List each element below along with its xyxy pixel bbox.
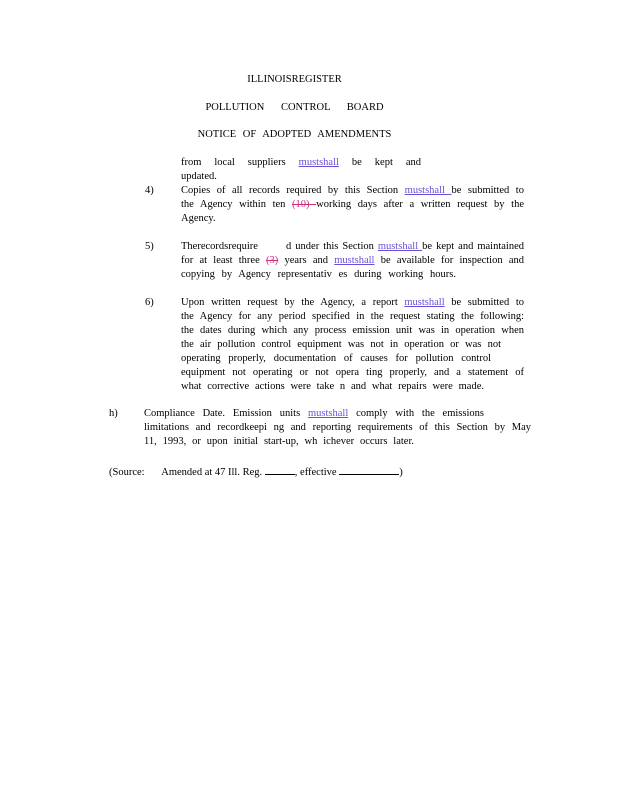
inserted-text: mustshall xyxy=(334,255,375,266)
text: be kept and maintained xyxy=(422,241,524,252)
text: comply with the emissions xyxy=(348,408,484,419)
line xyxy=(181,198,524,212)
item-4 xyxy=(181,184,524,226)
inserted-text: mustshall xyxy=(377,241,423,252)
line xyxy=(181,254,524,268)
item-number-5: 5) xyxy=(145,241,154,252)
text: the Agency within ten xyxy=(181,199,293,210)
text: Compliance Date. Emission units xyxy=(144,408,308,419)
line: the dates during which any process emission unit was in operation when xyxy=(181,325,524,336)
source-close: ) xyxy=(399,467,403,478)
text: Therecordsrequire d under this Section xyxy=(181,241,378,252)
line xyxy=(181,296,524,310)
text: be submitted to xyxy=(444,297,524,308)
inserted-text: mustshall xyxy=(404,185,452,196)
line: the air pollution control equipment was not in operation or was not xyxy=(181,339,501,350)
item-number-h: h) xyxy=(109,408,118,419)
inserted-text: mustshall xyxy=(298,157,339,168)
text: years and xyxy=(278,255,335,266)
line xyxy=(181,184,524,198)
text: working days after a written request by the xyxy=(316,199,524,210)
deleted-text: (3) xyxy=(265,255,279,266)
deleted-text: (10) xyxy=(292,199,317,210)
line: copying by Agency representativ es during working hours. xyxy=(181,269,456,280)
line: limitations and recordkeepi ng and reporting requirements of this Section by May xyxy=(144,422,531,433)
continuation-line xyxy=(181,156,421,184)
source-register: Amended at 47 Ill. Reg. xyxy=(161,467,263,478)
inserted-text: mustshall xyxy=(308,408,349,419)
item-number-4: 4) xyxy=(145,185,154,196)
line xyxy=(181,240,524,254)
text: be submitted to xyxy=(451,185,524,196)
line: Agency. xyxy=(181,213,216,224)
line xyxy=(144,407,484,421)
item-number-6: 6) xyxy=(145,297,154,308)
inserted-text: mustshall xyxy=(404,297,445,308)
text: be available for inspection and xyxy=(374,255,524,266)
register-page-blank xyxy=(265,463,295,475)
text: be kept and updated. xyxy=(181,157,421,182)
source-effective: , effective xyxy=(294,467,337,478)
text: Upon written request by the Agency, a report xyxy=(181,297,405,308)
item-5 xyxy=(181,240,524,282)
item-h xyxy=(144,407,531,449)
text: Copies of all records required by this Section xyxy=(181,185,405,196)
source-note xyxy=(109,463,439,480)
board-title: POLLUTION CONTROL BOARD xyxy=(205,102,384,113)
notice-title: NOTICE OF ADOPTED AMENDMENTS xyxy=(197,129,392,140)
effective-date-blank xyxy=(339,463,399,475)
item-6 xyxy=(181,296,524,394)
line: the Agency for any period specified in the request stating the following: xyxy=(181,311,524,322)
register-title: ILLINOISREGISTER xyxy=(247,74,342,85)
line: 11, 1993, or upon initial start-up, wh ichever occurs later. xyxy=(144,436,414,447)
source-label: (Source: xyxy=(109,467,145,478)
line: operating properly, documentation of causes for pollution control xyxy=(181,353,491,364)
line: what corrective actions were take n and what repairs were made. xyxy=(181,381,484,392)
text: from local suppliers xyxy=(181,157,299,168)
line: equipment not operating or not opera ting properly, and a statement of xyxy=(181,367,524,378)
text: for at least three xyxy=(181,255,266,266)
